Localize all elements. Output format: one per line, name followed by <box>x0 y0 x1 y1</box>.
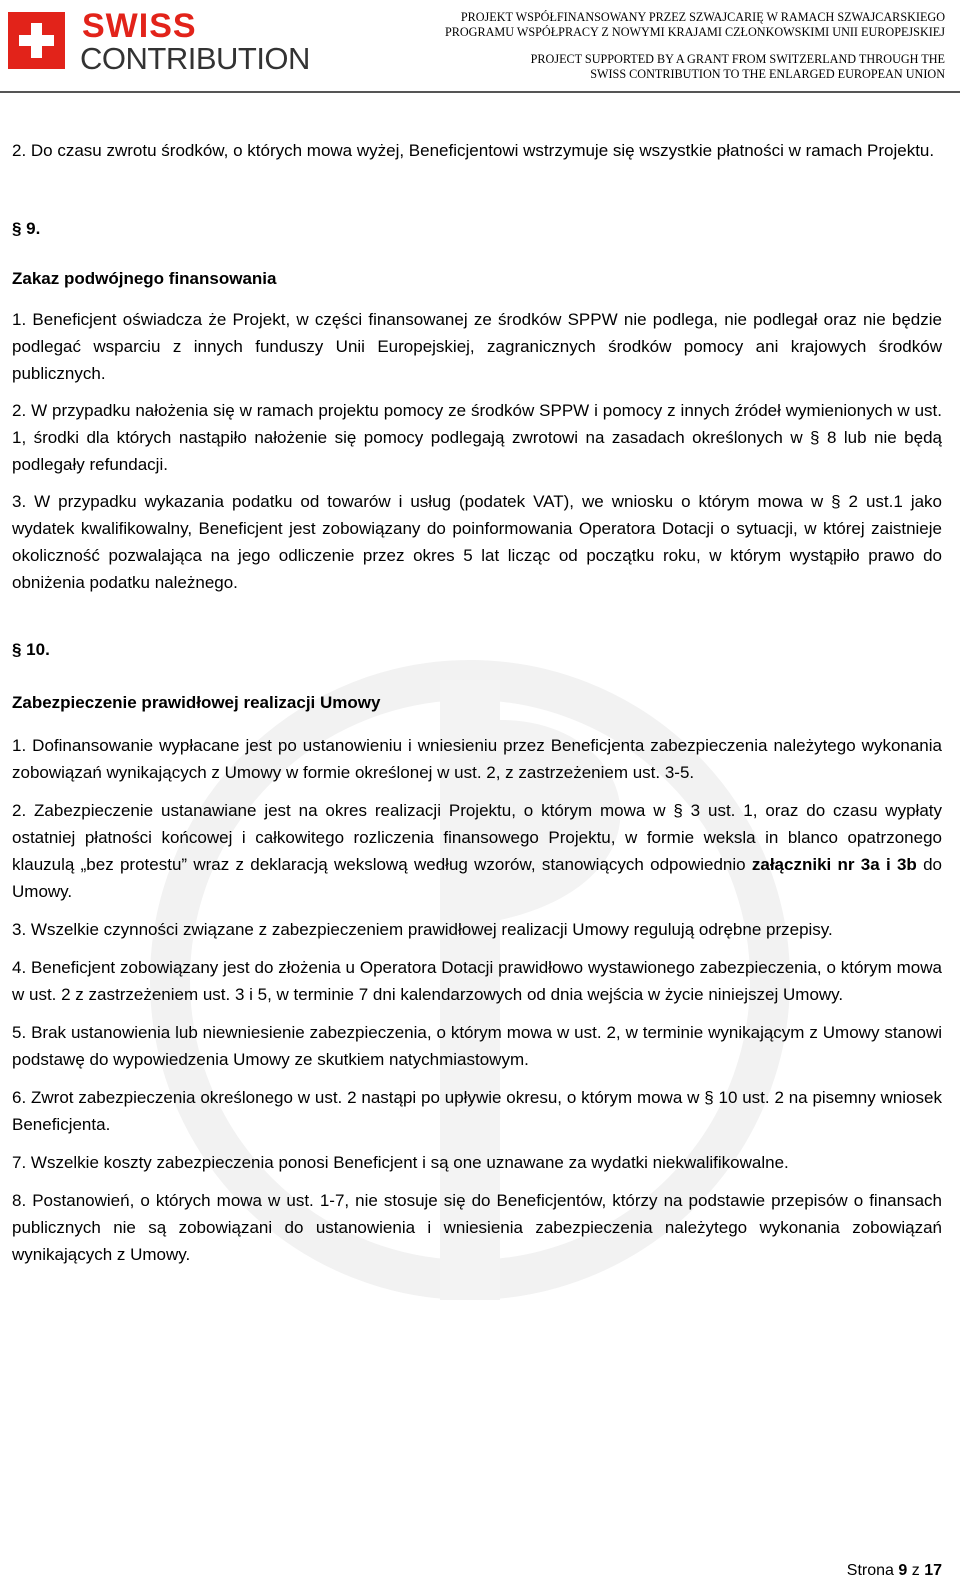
s10-paragraph-1: 1. Dofinansowanie wypłacane jest po ustanowieniu i wniesieniu przez Beneficjenta zabezpieczenia należytego wykonania zobowiązań wynikających z Umowy w formie określonej w ust. 2, z zastrzeżeniem ust. 3-5. <box>12 736 942 782</box>
s10-paragraph-3: 3. Wszelkie czynności związane z zabezpieczeniem prawidłowej realizacji Umowy regulują odrębne przepisy. <box>12 920 833 939</box>
s10-p2-text-start: 2. Zabezpieczenie ustanawiane jest na okres realizacji Projektu, o którym mowa w § 3 ust. 1, oraz do czasu wypłaty ostatniej płatności końcowej i całkowitego rozliczenia finansowego Projektu, w formie weksla in blanco opatrzonego klauzulą „bez protestu” wraz z deklaracją wekslową według wzorów, stanowiących odpowiednio <box>12 801 942 874</box>
s10-p2-text-end: do Umowy. <box>12 855 942 901</box>
page-total: 17 <box>924 1562 942 1579</box>
page-current: 9 <box>898 1562 908 1579</box>
s9-paragraph-1: 1. Beneficjent oświadcza że Projekt, w części finansowanej ze środków SPPW nie podlega, nie podlegał oraz nie będzie podlegać wsparciu z innych funduszy Unii Europejskiej, zagranicznych środków pomocy ani krajowych środków publicznych. <box>12 310 942 383</box>
intro-paragraph: 2. Do czasu zwrotu środków, o których mowa wyżej, Beneficjentowi wstrzymuje się wszystkie płatności w ramach Projektu. <box>12 141 935 160</box>
project-notice-en <box>531 52 945 82</box>
s10-paragraph-5: 5. Brak ustanowienia lub niewniesienie zabezpieczenia, o którym mowa w ust. 2, w terminie wynikającym z Umowy stanowi podstawę do wypowiedzenia Umowy ze skutkiem natychmiastowym. <box>12 1023 942 1069</box>
s9-paragraph-2: 2. W przypadku nałożenia się w ramach projektu pomocy ze środków SPPW i pomocy z innych źródeł wymienionych w ust. 1, środki dla których nastąpiło nałożenie się pomocy podlegają zwrotowi na zasadach określonych w § 8 lub nie będą podlegały refundacji. <box>12 401 942 474</box>
project-notice-pl <box>445 10 945 40</box>
s10-paragraph-6: 6. Zwrot zabezpieczenia określonego w ust. 2 nastąpi po upływie okresu, o którym mowa w § 10 ust. 2 na pisemny wniosek Beneficjenta. <box>12 1088 942 1134</box>
project-notice-en-line1: PROJECT SUPPORTED BY A GRANT FROM SWITZERLAND THROUGH THE <box>530 52 945 66</box>
page-footer <box>847 1562 942 1580</box>
s9-paragraph-3: 3. W przypadku wykazania podatku od towarów i usług (podatek VAT), we wniosku o którym mowa w § 2 ust.1 jako wydatek kwalifikowalny, Beneficjent jest zobowiązany do poinformowania Operatora Dotacji o sytuacji, w której zaistnieje okoliczność pozwalająca na jego odliczenie przez okres 5 lat licząc od początku roku, w którym wystąpiło prawo do obniżenia podatku należnego. <box>12 492 942 592</box>
section-10-title: Zabezpieczenie prawidłowej realizacji Umowy <box>12 693 381 712</box>
s10-p2-attachments: załączniki nr 3a i 3b <box>751 855 917 874</box>
logo-swiss-text: SWISS <box>82 7 197 45</box>
section-9-number: § 9. <box>12 219 41 238</box>
project-notice-pl-line1: PROJEKT WSPÓŁFINANSOWANY PRZEZ SZWAJCARIĘ W RAMACH SZWAJCARSKIEGO <box>460 10 945 24</box>
header-divider <box>0 91 960 93</box>
page-separator: z <box>911 1562 920 1579</box>
swiss-cross-logo-icon <box>8 12 65 69</box>
logo-contribution-text: CONTRIBUTION <box>80 41 310 76</box>
s10-paragraph-8: 8. Postanowień, o których mowa w ust. 1-7, nie stosuje się do Beneficjentów, którzy na podstawie przepisów o finansach publicznych nie są zobowiązani do ustanowienia i wniesienia zabezpieczenia należytego wykonania zobowiązań wynikających z Umowy. <box>12 1191 942 1264</box>
page-header <box>0 0 960 92</box>
s10-paragraph-7: 7. Wszelkie koszty zabezpieczenia ponosi Beneficjent i są one uznawane za wydatki niekwalifikowalne. <box>12 1153 789 1172</box>
section-9-title: Zakaz podwójnego finansowania <box>12 269 277 288</box>
s10-paragraph-4: 4. Beneficjent zobowiązany jest do złożenia u Operatora Dotacji prawidłowo wystawionego zabezpieczenia, o którym mowa w ust. 2 z zastrzeżeniem ust. 3 i 5, w terminie 7 dni kalendarzowych od dnia wejścia w życie niniejszej Umowy. <box>12 958 942 1004</box>
project-notice-en-line2: SWISS CONTRIBUTION TO THE ENLARGED EUROPEAN UNION <box>590 67 945 81</box>
document-body <box>12 137 942 1268</box>
project-notice-pl-line2: PROGRAMU WSPÓŁPRACY Z NOWYMI KRAJAMI CZŁONKOWSKIMI UNII EUROPEJSKIEJ <box>444 25 945 39</box>
page-label: Strona <box>846 1562 894 1579</box>
section-10-number: § 10. <box>12 640 50 659</box>
s10-paragraph-2 <box>12 797 942 905</box>
